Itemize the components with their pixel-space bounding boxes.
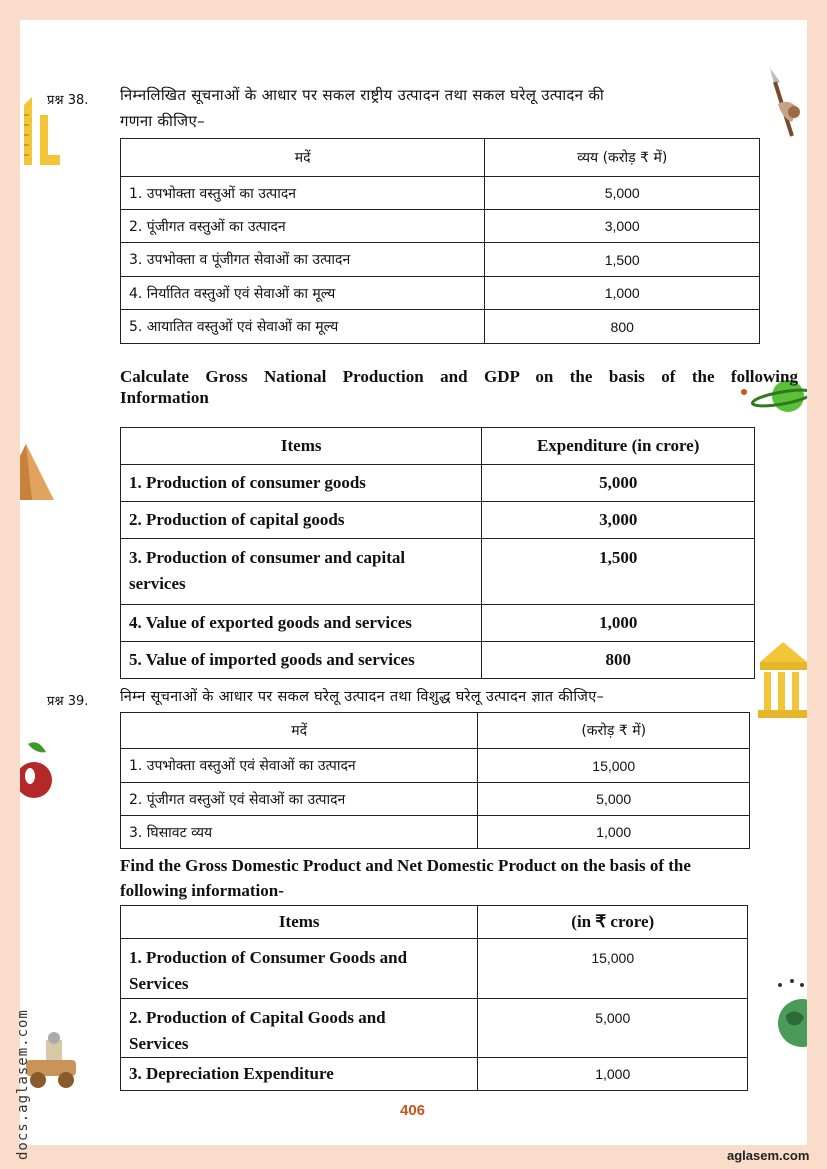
question-38-hindi-line-2: गणना कीजिए– <box>120 112 205 130</box>
item-cell: 2. पूंजीगत वस्तुओं एवं सेवाओं का उत्पादन <box>121 783 478 816</box>
item-cell: 3. उपभोक्ता व पूंजीगत सेवाओं का उत्पादन <box>121 243 485 277</box>
table-row <box>121 605 755 642</box>
table-row <box>121 502 755 539</box>
item-line-2: Services <box>129 1034 189 1053</box>
header-amount: (करोड़ ₹ में) <box>478 713 750 749</box>
pyramid-icon <box>20 444 56 502</box>
apple-icon <box>20 740 52 806</box>
table-row <box>121 749 750 783</box>
value-cell: 1,000 <box>482 605 755 642</box>
item-cell: 4. Value of exported goods and services <box>121 605 482 642</box>
question-39-english-table <box>120 905 748 1091</box>
value-cell: 5,000 <box>485 177 760 210</box>
question-39-hindi-table <box>120 712 750 849</box>
value-cell: 5,000 <box>478 999 748 1058</box>
item-line-2: services <box>129 574 186 593</box>
question-39-hindi-line-1: निम्न सूचनाओं के आधार पर सकल घरेलू उत्पादन तथा विशुद्ध घरेलू उत्पादन ज्ञात कीजिए– <box>120 689 605 705</box>
value-cell: 5,000 <box>478 783 750 816</box>
header-items: मदें <box>121 713 478 749</box>
item-line-2: Services <box>129 974 189 993</box>
question-38-english-table <box>120 427 755 679</box>
table-header-row <box>121 428 755 465</box>
value-cell: 1,500 <box>485 243 760 277</box>
item-line-1: 1. Production of Consumer Goods and <box>129 948 408 967</box>
item-cell: 1. उपभोक्ता वस्तुओं का उत्पादन <box>121 177 485 210</box>
question-38-hindi-table <box>120 138 760 344</box>
table-row <box>121 243 760 277</box>
table-row <box>121 277 760 310</box>
item-cell: 1. उपभोक्ता वस्तुओं एवं सेवाओं का उत्पादन <box>121 749 478 783</box>
question-39-number: प्रश्न 39. <box>47 694 89 709</box>
value-cell: 1,000 <box>478 816 750 849</box>
table-row <box>121 1058 748 1091</box>
item-line-1: 2. Production of Capital Goods and <box>129 1008 386 1027</box>
page-number: 406 <box>400 1102 426 1119</box>
header-expenditure: व्यय (करोड़ ₹ में) <box>485 139 760 177</box>
header-items: Items <box>121 906 478 939</box>
question-38-english-line-2: Information <box>120 388 209 407</box>
value-cell: 3,000 <box>485 210 760 243</box>
table-row <box>121 539 755 605</box>
value-cell: 1,000 <box>485 277 760 310</box>
table-row <box>121 177 760 210</box>
value-cell: 800 <box>482 642 755 679</box>
item-cell: 3. घिसावट व्यय <box>121 816 478 849</box>
header-amount: (in ₹ crore) <box>478 906 748 939</box>
table-row <box>121 816 750 849</box>
table-row <box>121 642 755 679</box>
item-cell <box>121 539 482 605</box>
table-header-row <box>121 906 748 939</box>
question-39-english-line-1: Find the Gross Domestic Product and Net Domestic Product on the basis of the <box>120 856 691 875</box>
item-cell: 5. Value of imported goods and services <box>121 642 482 679</box>
item-cell <box>121 939 478 999</box>
table-row <box>121 310 760 344</box>
item-cell: 5. आयातित वस्तुओं एवं सेवाओं का मूल्य <box>121 310 485 344</box>
table-row <box>121 999 748 1058</box>
table-header-row <box>121 139 760 177</box>
table-header-row <box>121 713 750 749</box>
value-cell: 800 <box>485 310 760 344</box>
header-items: Items <box>121 428 482 465</box>
item-cell <box>121 999 478 1058</box>
value-cell: 15,000 <box>478 749 750 783</box>
brand-label: aglasem.com <box>727 1148 810 1163</box>
temple-icon <box>758 640 807 720</box>
question-39-english-line-2: following information- <box>120 881 284 900</box>
question-38-number: प्रश्न 38. <box>47 93 89 108</box>
table-row <box>121 783 750 816</box>
question-38-hindi-line-1: निम्नलिखित सूचनाओं के आधार पर सकल राष्ट्रीय उत्पादन तथा सकल घरेलू उत्पादन की <box>120 86 605 104</box>
table-row <box>121 210 760 243</box>
spear-tool-icon <box>764 68 807 140</box>
value-cell: 1,500 <box>482 539 755 605</box>
item-cell: 2. Production of capital goods <box>121 502 482 539</box>
side-url: docs.aglasem.com <box>15 1009 31 1160</box>
question-38-english-line-1: Calculate Gross National Production and GDP on the basis of the following <box>120 367 798 386</box>
value-cell: 1,000 <box>478 1058 748 1091</box>
item-cell: 4. निर्यातित वस्तुओं एवं सेवाओं का मूल्य <box>121 277 485 310</box>
item-cell: 3. Depreciation Expenditure <box>121 1058 478 1091</box>
item-cell: 1. Production of consumer goods <box>121 465 482 502</box>
table-row <box>121 939 748 999</box>
header-expenditure: Expenditure (in crore) <box>482 428 755 465</box>
item-line-1: 3. Production of consumer and capital <box>129 548 406 567</box>
value-cell: 15,000 <box>478 939 748 999</box>
item-cell: 2. पूंजीगत वस्तुओं का उत्पादन <box>121 210 485 243</box>
table-row <box>121 465 755 502</box>
value-cell: 5,000 <box>482 465 755 502</box>
value-cell: 3,000 <box>482 502 755 539</box>
header-items: मदें <box>121 139 485 177</box>
globe-icon <box>774 975 807 1053</box>
